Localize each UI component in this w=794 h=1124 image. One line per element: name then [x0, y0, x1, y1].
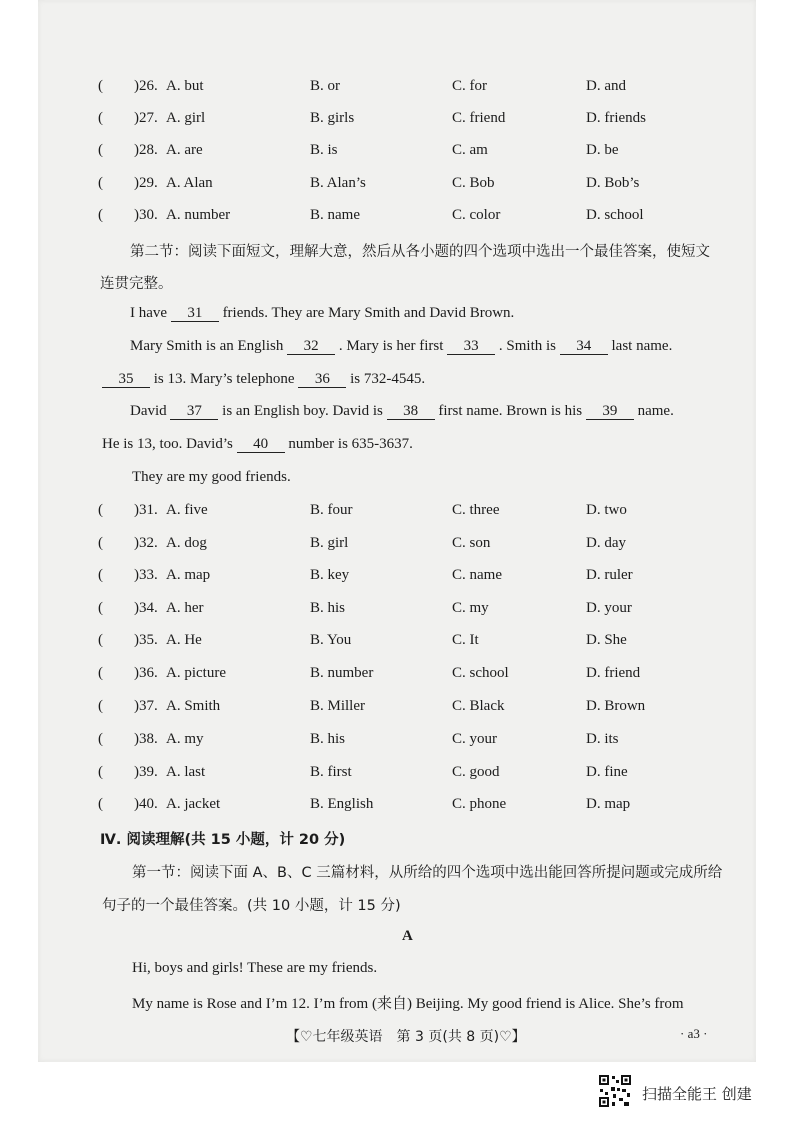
option-a: A. my	[166, 731, 204, 747]
option-b: B. Alan’s	[310, 175, 366, 191]
option-a: A. Alan	[166, 175, 213, 191]
passage-text: is an English boy. David is	[222, 403, 383, 419]
passage-text: is 13. Mary’s telephone	[153, 371, 295, 387]
option-b: B. key	[310, 567, 350, 583]
option-d: D. day	[586, 535, 626, 551]
option-d: D. She	[586, 632, 627, 648]
blank-37: 37	[170, 403, 218, 420]
question-row-31	[0, 502, 794, 524]
passage-a-title: A	[402, 928, 413, 944]
watermark-text: 扫描全能王 创建	[642, 1085, 752, 1103]
question-number: )36.	[134, 665, 158, 681]
option-b: B. name	[310, 207, 360, 223]
option-c: C. three	[452, 502, 500, 518]
option-c: C. It	[452, 632, 479, 648]
option-b: B. girls	[310, 110, 355, 126]
passage-a-line2: My name is Rose and I’m 12. I’m from (来自) Beijing. My good friend is Alice. She’s from	[132, 996, 684, 1012]
question-number: )39.	[134, 764, 158, 780]
passage-line4	[130, 403, 674, 420]
answer-paren-left: (	[98, 535, 103, 551]
passage-text: friends. They are Mary Smith and David Brown.	[222, 305, 515, 321]
blank-38: 38	[387, 403, 435, 420]
section2-instruction-line2: 连贯完整。	[100, 276, 173, 292]
option-d: D. and	[586, 78, 626, 94]
option-d: D. ruler	[586, 567, 633, 583]
blank-34: 34	[560, 338, 608, 355]
option-a: A. Smith	[166, 698, 221, 714]
answer-paren-left: (	[98, 175, 103, 191]
option-a: A. number	[166, 207, 231, 223]
question-number: )28.	[134, 142, 158, 158]
passage-text: He is 13, too. David’s	[102, 436, 233, 452]
question-number: )31.	[134, 502, 158, 518]
option-d: D. map	[586, 796, 631, 812]
option-b: B. number	[310, 665, 374, 681]
blank-39: 39	[586, 403, 634, 420]
option-a: A. but	[166, 78, 204, 94]
option-c: C. my	[452, 600, 489, 616]
question-row-29	[0, 175, 794, 197]
question-number: )37.	[134, 698, 158, 714]
answer-paren-left: (	[98, 796, 103, 812]
option-c: C. son	[452, 535, 491, 551]
question-number: )35.	[134, 632, 158, 648]
question-row-27	[0, 110, 794, 132]
option-d: D. Bob’s	[586, 175, 640, 191]
passage-text: David	[130, 403, 167, 419]
question-number: )27.	[134, 110, 158, 126]
blank-33: 33	[447, 338, 495, 355]
option-d: D. be	[586, 142, 619, 158]
option-c: C. friend	[452, 110, 506, 126]
question-number: )30.	[134, 207, 158, 223]
option-c: C. phone	[452, 796, 507, 812]
passage-text: I have	[130, 305, 168, 321]
answer-paren-left: (	[98, 632, 103, 648]
option-b: B. first	[310, 764, 352, 780]
option-a: A. He	[166, 632, 202, 648]
passage-line5	[102, 436, 413, 453]
question-number: )32.	[134, 535, 158, 551]
question-row-34	[0, 600, 794, 622]
answer-paren-left: (	[98, 207, 103, 223]
option-a: A. map	[166, 567, 211, 583]
option-c: C. school	[452, 665, 509, 681]
option-b: B. is	[310, 142, 338, 158]
answer-paren-left: (	[98, 665, 103, 681]
passage-line3	[102, 371, 425, 388]
option-c: C. your	[452, 731, 497, 747]
answer-paren-left: (	[98, 142, 103, 158]
question-number: )33.	[134, 567, 158, 583]
option-c: C. Bob	[452, 175, 495, 191]
option-b: B. his	[310, 600, 346, 616]
option-a: A. dog	[166, 535, 207, 551]
option-d: D. two	[586, 502, 627, 518]
section4-heading: Ⅳ. 阅读理解(共 15 小题，计 20 分)	[100, 832, 346, 848]
question-row-40	[0, 796, 794, 818]
passage-text: name.	[637, 403, 674, 419]
question-row-38	[0, 731, 794, 753]
answer-paren-left: (	[98, 764, 103, 780]
question-number: )40.	[134, 796, 158, 812]
option-b: B. English	[310, 796, 374, 812]
passage-text: number is 635-3637.	[288, 436, 413, 452]
qr-code-icon	[598, 1074, 632, 1108]
question-row-39	[0, 764, 794, 786]
question-number: )34.	[134, 600, 158, 616]
passage-text: first name. Brown is his	[438, 403, 583, 419]
passage-text: is 732-4545.	[350, 371, 426, 387]
question-number: )38.	[134, 731, 158, 747]
option-b: B. four	[310, 502, 353, 518]
option-d: D. Brown	[586, 698, 646, 714]
option-d: D. school	[586, 207, 644, 223]
option-d: D. friends	[586, 110, 646, 126]
passage-text: last name.	[611, 338, 673, 354]
option-a: A. her	[166, 600, 204, 616]
passage-line6: They are my good friends.	[132, 469, 291, 485]
question-row-30	[0, 207, 794, 229]
option-c: C. name	[452, 567, 502, 583]
blank-40: 40	[237, 436, 285, 453]
option-a: A. last	[166, 764, 206, 780]
option-b: B. or	[310, 78, 340, 94]
option-b: B. girl	[310, 535, 349, 551]
section4-instruction-line1: 第一节：阅读下面 A、B、C 三篇材料，从所给的四个选项中选出能回答所提问题或完成所给	[132, 865, 723, 881]
option-a: A. jacket	[166, 796, 221, 812]
passage-text: Mary Smith is an English	[130, 338, 284, 354]
option-b: B. his	[310, 731, 346, 747]
question-row-37	[0, 698, 794, 720]
blank-31: 31	[171, 305, 219, 322]
option-b: B. You	[310, 632, 352, 648]
blank-36: 36	[298, 371, 346, 388]
option-d: D. its	[586, 731, 619, 747]
option-d: D. your	[586, 600, 632, 616]
question-row-32	[0, 535, 794, 557]
section2-instruction-line1: 第二节：阅读下面短文，理解大意，然后从各小题的四个选项中选出一个最佳答案，使短文	[130, 244, 710, 260]
blank-35: 35	[102, 371, 150, 388]
answer-paren-left: (	[98, 731, 103, 747]
option-c: C. good	[452, 764, 500, 780]
page-footer: 【♡七年级英语 第 3 页(共 8 页)♡】	[286, 1029, 526, 1045]
answer-paren-left: (	[98, 600, 103, 616]
passage-line1	[130, 305, 514, 322]
option-c: C. color	[452, 207, 501, 223]
option-a: A. girl	[166, 110, 206, 126]
question-row-33	[0, 567, 794, 589]
question-row-26	[0, 78, 794, 100]
option-c: C. for	[452, 78, 487, 94]
option-a: A. picture	[166, 665, 226, 681]
question-row-35	[0, 632, 794, 654]
page-code: · a3 ·	[680, 1026, 708, 1041]
answer-paren-left: (	[98, 698, 103, 714]
option-d: D. fine	[586, 764, 628, 780]
answer-paren-left: (	[98, 78, 103, 94]
option-c: C. am	[452, 142, 488, 158]
blank-32: 32	[287, 338, 335, 355]
option-a: A. are	[166, 142, 203, 158]
passage-a-line1: Hi, boys and girls! These are my friends.	[132, 960, 378, 976]
option-d: D. friend	[586, 665, 641, 681]
option-b: B. Miller	[310, 698, 365, 714]
answer-paren-left: (	[98, 110, 103, 126]
answer-paren-left: (	[98, 502, 103, 518]
question-number: )29.	[134, 175, 158, 191]
passage-text: . Mary is her first	[338, 338, 444, 354]
section4-instruction-line2: 句子的一个最佳答案。(共 10 小题，计 15 分)	[102, 898, 401, 914]
question-row-36	[0, 665, 794, 687]
passage-line2	[130, 338, 672, 355]
option-c: C. Black	[452, 698, 505, 714]
option-a: A. five	[166, 502, 208, 518]
answer-paren-left: (	[98, 567, 103, 583]
question-row-28	[0, 142, 794, 164]
question-number: )26.	[134, 78, 158, 94]
passage-text: . Smith is	[498, 338, 557, 354]
